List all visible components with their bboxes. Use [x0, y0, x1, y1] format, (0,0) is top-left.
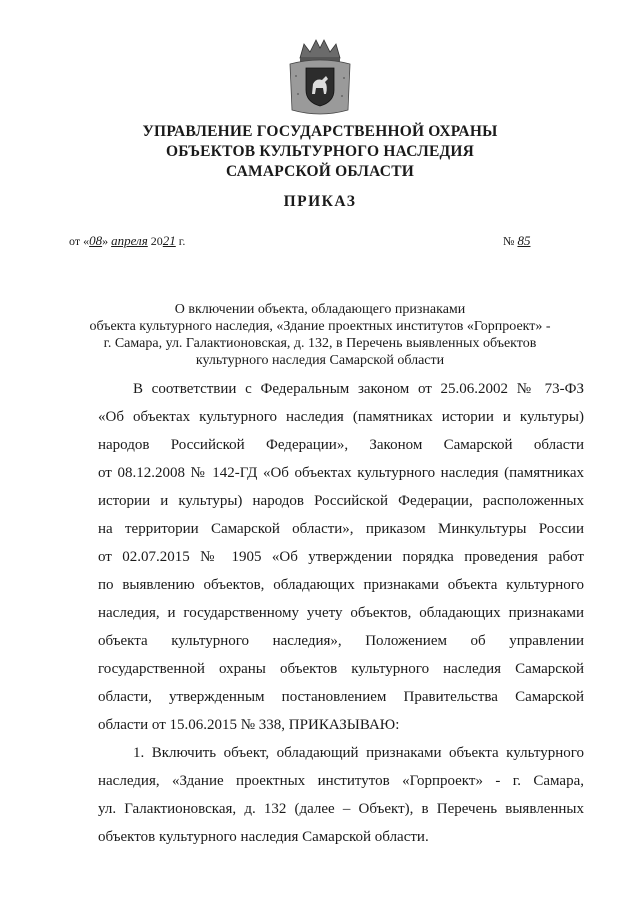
- body-line: по выявлению объектов, обладающих признаками объекта культурного: [98, 577, 584, 593]
- date-mid: »: [102, 234, 112, 248]
- subject-line: культурного наследия Самарской области: [195, 353, 445, 368]
- org-name-line: САМАРСКОЙ ОБЛАСТИ: [225, 163, 414, 180]
- body-line: наследия, и государственному учету объектов, обладающих признаками: [98, 605, 584, 621]
- org-name-line: ОБЪЕКТОВ КУЛЬТУРНОГО НАСЛЕДИЯ: [165, 143, 475, 160]
- body-line: «Об объектах культурного наследия (памятниках истории и культуры): [98, 409, 584, 425]
- body-line: области, утвержденным постановлением Правительства Самарской: [98, 689, 584, 705]
- body-line: В соответствии с Федеральным законом от 25.06.2002 № 73-ФЗ: [133, 381, 584, 397]
- item-line: объектов культурного наследия Самарской области.: [98, 829, 429, 845]
- date-prefix: от «: [69, 234, 90, 248]
- subject-line: г. Самара, ул. Галактионовская, д. 132, в Перечень выявленных объектов: [103, 336, 537, 351]
- date-year-prefix: 20: [147, 234, 163, 248]
- subject-line: О включении объекта, обладающего признаками: [174, 302, 466, 317]
- order-number: [503, 233, 530, 249]
- date-day: 08: [89, 233, 103, 248]
- body-line: от 02.07.2015 № 1905 «Об утверждении порядка проведения работ: [98, 549, 584, 565]
- item-line: 1. Включить объект, обладающий признаками объекта культурного: [133, 745, 584, 761]
- body-line: области от 15.06.2015 № 338, ПРИКАЗЫВАЮ:: [98, 717, 400, 733]
- body-line: народов Российской Федерации», Законом Самарской области: [98, 437, 584, 453]
- date-year-suffix: 21: [162, 233, 176, 248]
- body-line: объекта культурного наследия», Положением об управлении: [98, 633, 584, 649]
- subject-line: объекта культурного наследия, «Здание проектных институтов «Горпроект» -: [89, 319, 551, 334]
- body-line: на территории Самарской области», приказом Минкультуры России: [98, 521, 584, 537]
- document-type-title: ПРИКАЗ: [283, 193, 357, 210]
- order-date: [69, 233, 185, 249]
- item-line: наследия, «Здание проектных институтов «Горпроект» - г. Самара,: [98, 773, 584, 789]
- org-name-line: УПРАВЛЕНИЕ ГОСУДАРСТВЕННОЙ ОХРАНЫ: [142, 123, 498, 140]
- body-line: истории и культуры) народов Российской Федерации, расположенных: [98, 493, 584, 509]
- number-value: 85: [517, 233, 531, 248]
- body-line: от 08.12.2008 № 142-ГД «Об объектах культурного наследия (памятниках: [98, 465, 584, 481]
- item-line: ул. Галактионовская, д. 132 (далее – Объект), в Перечень выявленных: [98, 801, 584, 817]
- date-month: апреля: [111, 233, 148, 248]
- body-line: государственной охраны объектов культурного наследия Самарской: [98, 661, 584, 677]
- date-suffix: г.: [175, 234, 186, 248]
- samara-region-coat-of-arms-icon: [286, 36, 354, 116]
- number-prefix: №: [503, 234, 518, 248]
